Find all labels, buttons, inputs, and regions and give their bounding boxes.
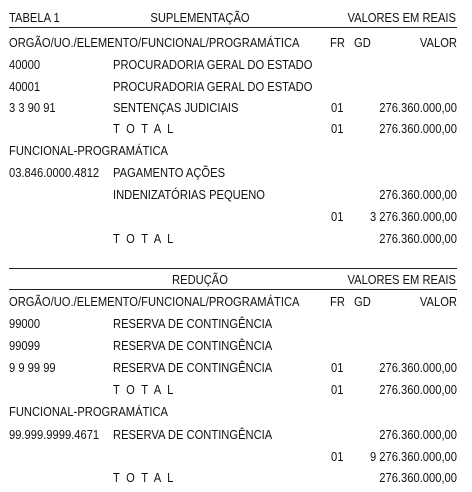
reducao-title: REDUÇÃO — [172, 272, 228, 287]
suplementacao-title: SUPLEMENTAÇÃO — [150, 10, 250, 25]
row-description: SENTENÇAS JUDICIAIS — [113, 100, 239, 115]
column-header-gd: GD — [354, 35, 371, 50]
section-divider — [9, 268, 457, 269]
row-fr: 01 — [331, 100, 344, 115]
row-code: 03.846.0000.4812 — [9, 165, 100, 180]
row-description: PROCURADORIA GERAL DO ESTADO — [113, 57, 313, 72]
row-valor: 276.360.000,00 — [379, 187, 457, 202]
row-valor: 276.360.000,00 — [379, 360, 457, 375]
row-description: RESERVA DE CONTINGÊNCIA — [113, 316, 273, 331]
row-fr: 01 — [331, 360, 344, 375]
row-code: 99.999.9999.4671 — [9, 427, 100, 442]
column-header-valor: VALOR — [419, 294, 457, 309]
row-code: 99000 — [9, 316, 41, 331]
row-fr: 01 — [331, 382, 344, 397]
row-valor: 276.360.000,00 — [379, 470, 457, 485]
column-header-description: ORGÃO/UO./ELEMENTO/FUNCIONAL/PROGRAMÁTICA — [9, 294, 300, 309]
funcional-programatica-label: FUNCIONAL-PROGRAMÁTICA — [9, 143, 169, 158]
column-header-valor: VALOR — [419, 35, 457, 50]
row-code: 9 9 99 99 — [9, 360, 56, 375]
column-header-description: ORGÃO/UO./ELEMENTO/FUNCIONAL/PROGRAMÁTICA — [9, 35, 300, 50]
valores-em-reais-label: VALORES EM REAIS — [347, 10, 456, 25]
row-valor: 276.360.000,00 — [379, 121, 457, 136]
table-number: TABELA 1 — [9, 10, 60, 25]
row-valor: 3 276.360.000,00 — [369, 209, 457, 224]
total-label: T O T A L — [113, 121, 176, 136]
row-fr: 01 — [331, 209, 344, 224]
row-description: RESERVA DE CONTINGÊNCIA — [113, 338, 273, 353]
total-label: T O T A L — [113, 382, 176, 397]
row-valor: 276.360.000,00 — [379, 100, 457, 115]
row-valor: 276.360.000,00 — [379, 231, 457, 246]
row-description: RESERVA DE CONTINGÊNCIA — [113, 360, 273, 375]
row-code: 99099 — [9, 338, 41, 353]
total-label: T O T A L — [113, 470, 176, 485]
row-description: RESERVA DE CONTINGÊNCIA — [113, 427, 273, 442]
row-code: 40001 — [9, 79, 41, 94]
row-code: 3 3 90 91 — [9, 100, 56, 115]
row-code: 40000 — [9, 57, 41, 72]
row-description: PROCURADORIA GERAL DO ESTADO — [113, 79, 313, 94]
row-fr: 01 — [331, 121, 344, 136]
row-fr: 01 — [331, 449, 344, 464]
column-header-fr: FR — [330, 35, 345, 50]
funcional-programatica-label: FUNCIONAL-PROGRAMÁTICA — [9, 404, 169, 419]
header-rule — [9, 27, 457, 28]
valores-em-reais-label: VALORES EM REAIS — [347, 272, 456, 287]
row-description: PAGAMENTO AÇÕES — [113, 165, 226, 180]
row-description: INDENIZATÓRIAS PEQUENO — [113, 187, 265, 202]
header-rule — [9, 289, 457, 290]
row-valor: 276.360.000,00 — [379, 427, 457, 442]
column-header-gd: GD — [354, 294, 371, 309]
total-label: T O T A L — [113, 231, 176, 246]
column-header-fr: FR — [330, 294, 345, 309]
row-valor: 9 276.360.000,00 — [369, 449, 457, 464]
row-valor: 276.360.000,00 — [379, 382, 457, 397]
